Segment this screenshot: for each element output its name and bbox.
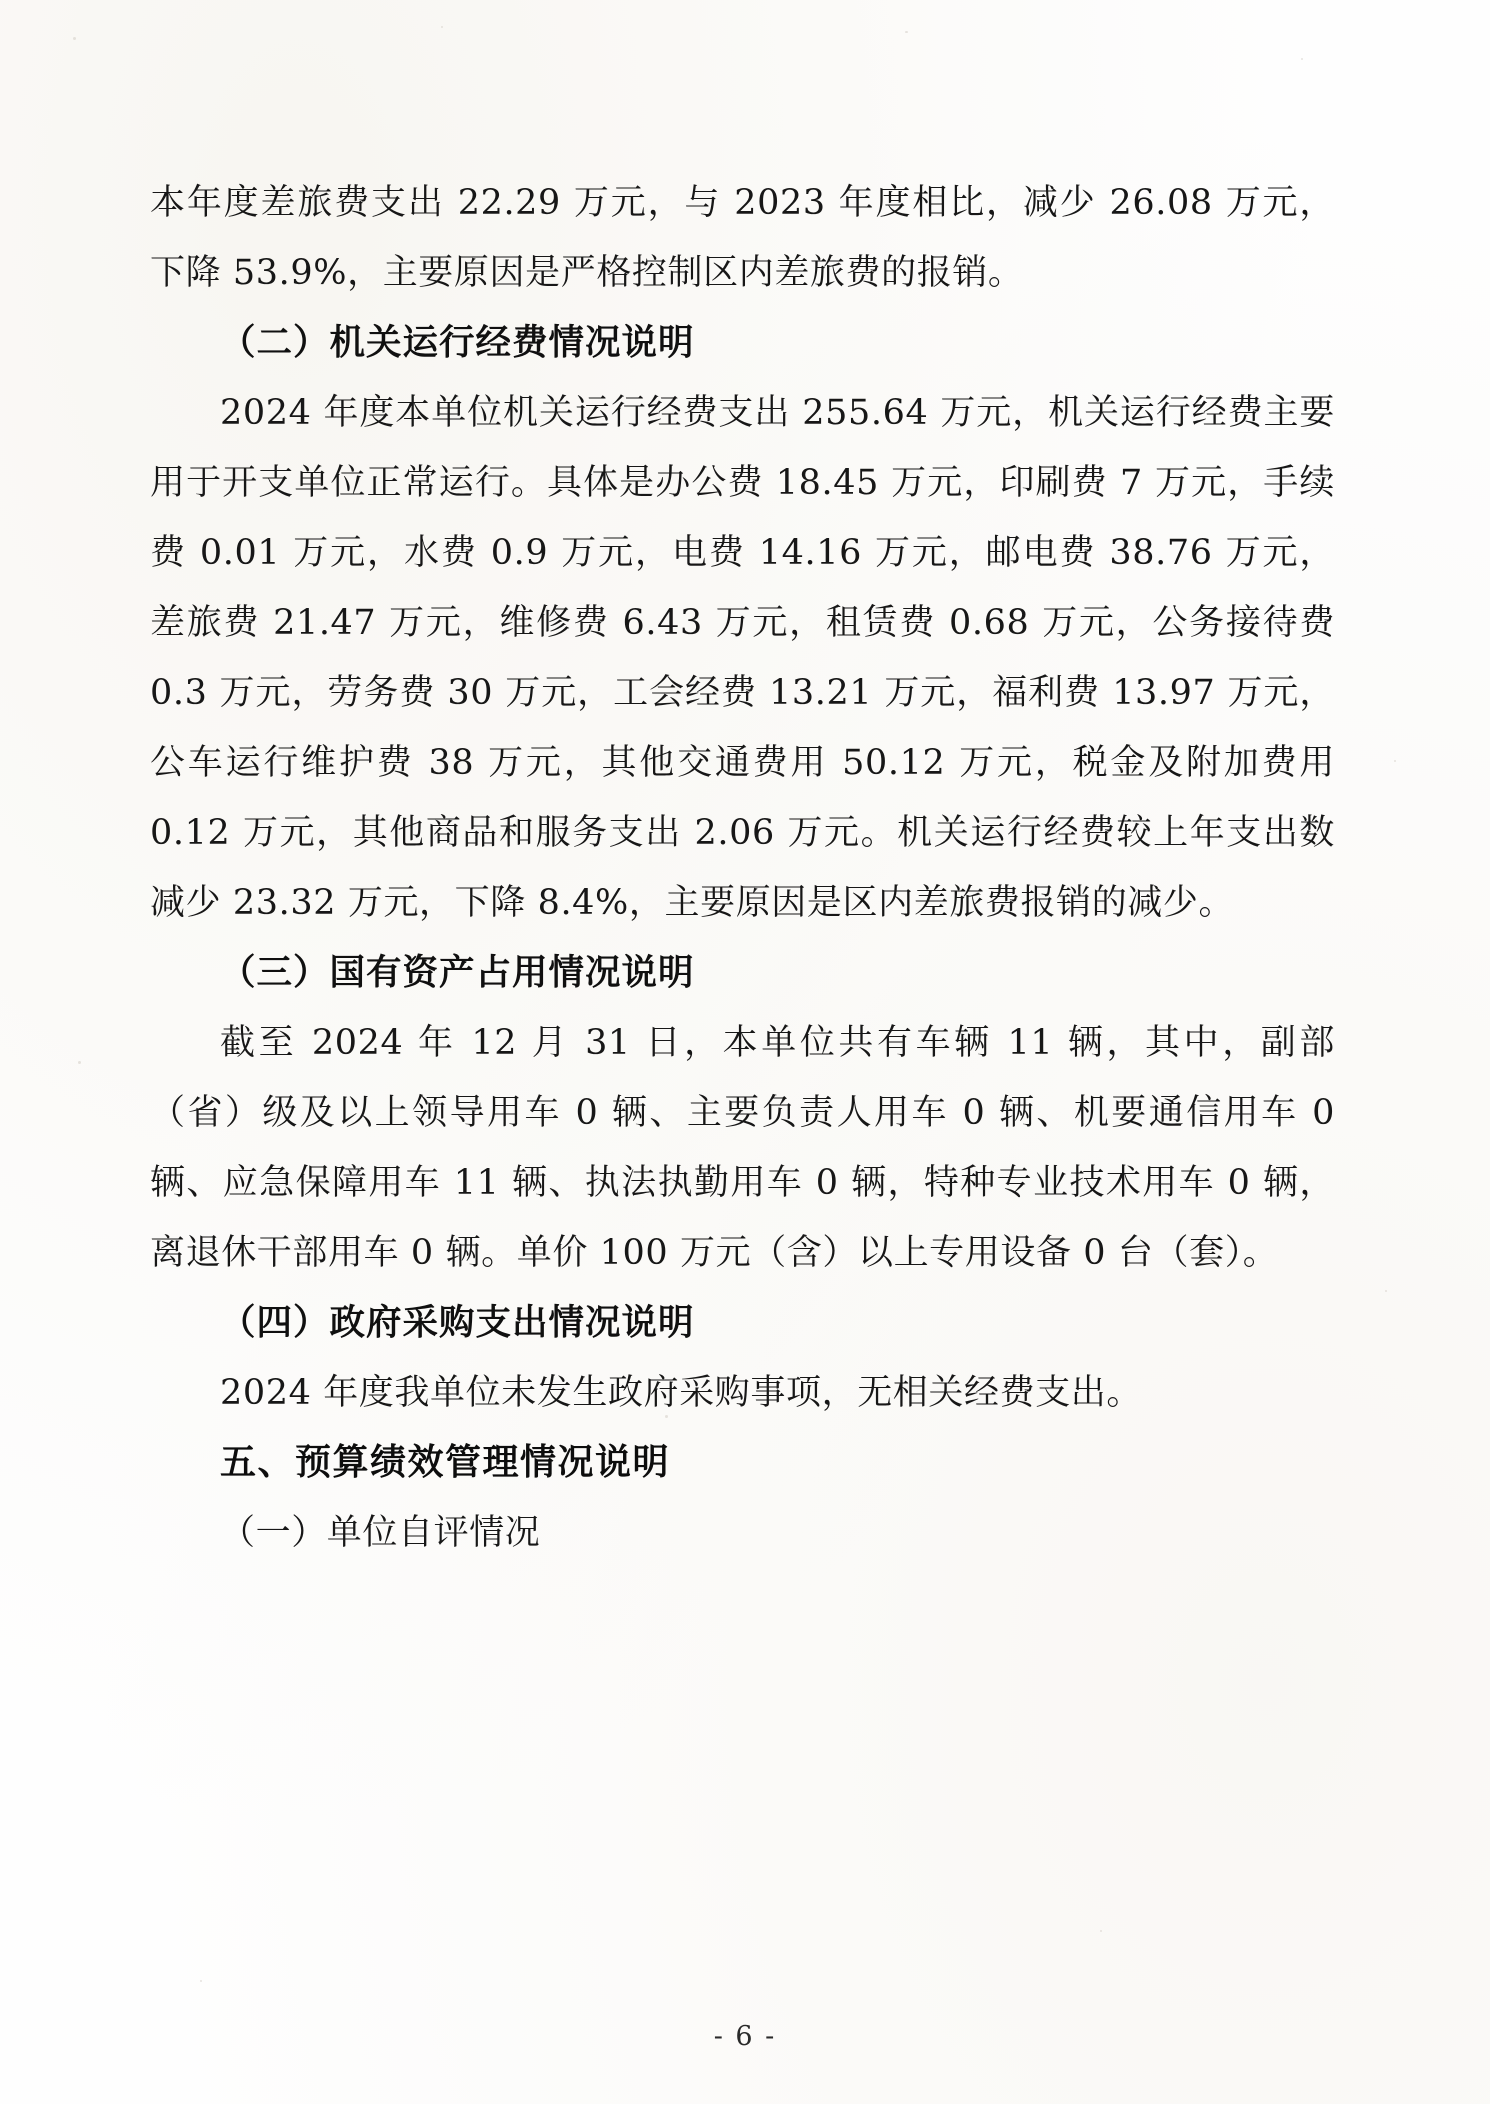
heading-state-assets: （三）国有资产占用情况说明 [220,952,695,993]
paragraph-operating-expense: 2024 年度本单位机关运行经费支出 255.64 万元，机关运行经费主要用于开支单位正常运行。具体是办公费 18.45 万元，印刷费 7 万元，手续费 0.01 万元，水费 0.9 万元，电费 14.16 万元，邮电费 38.76 万元，差旅费 21.47 万元，维修费 6.43 万元，租赁费 0.68 万元，公务接待费 0.3 万元，劳务费 30 万元，工会经费 13.21 万元，福利费 13.97 万元，公车运行维护费 38 万元，其他交通费用 50.12 万元，税金及附加费用 0.12 万元，其他商品和服务支出 2.06 万元。机关运行经费较上年支出数减少 23.32 万元，下降 8.4%，主要原因是区内差旅费报销的减少。 [150,393,1335,923]
heading-budget-performance-management: 五、预算绩效管理情况说明 [220,1442,671,1483]
heading-operating-expense: （二）机关运行经费情况说明 [220,322,695,363]
paragraph-self-evaluation: （一）单位自评情况 [220,1513,541,1553]
heading-government-procurement: （四）政府采购支出情况说明 [220,1302,695,1343]
paragraph-state-assets: 截至 2024 年 12 月 31 日，本单位共有车辆 11 辆，其中，副部（省）级及以上领导用车 0 辆、主要负责人用车 0 辆、机要通信用车 0 辆、应急保障用车 11 辆、执法执勤用车 0 辆，特种专业技术用车 0 辆，离退休干部用车 0 辆。单价 100 万元（含）以上专用设备 0 台（套）。 [150,1023,1335,1273]
page-number: - 6 - [713,2021,777,2052]
document-body [150,168,1335,1568]
paragraph-government-procurement: 2024 年度我单位未发生政府采购事项，无相关经费支出。 [220,1373,1142,1413]
paragraph-travel-expense: 本年度差旅费支出 22.29 万元，与 2023 年度相比，减少 26.08 万元，下降 53.9%，主要原因是严格控制区内差旅费的报销。 [150,183,1335,293]
